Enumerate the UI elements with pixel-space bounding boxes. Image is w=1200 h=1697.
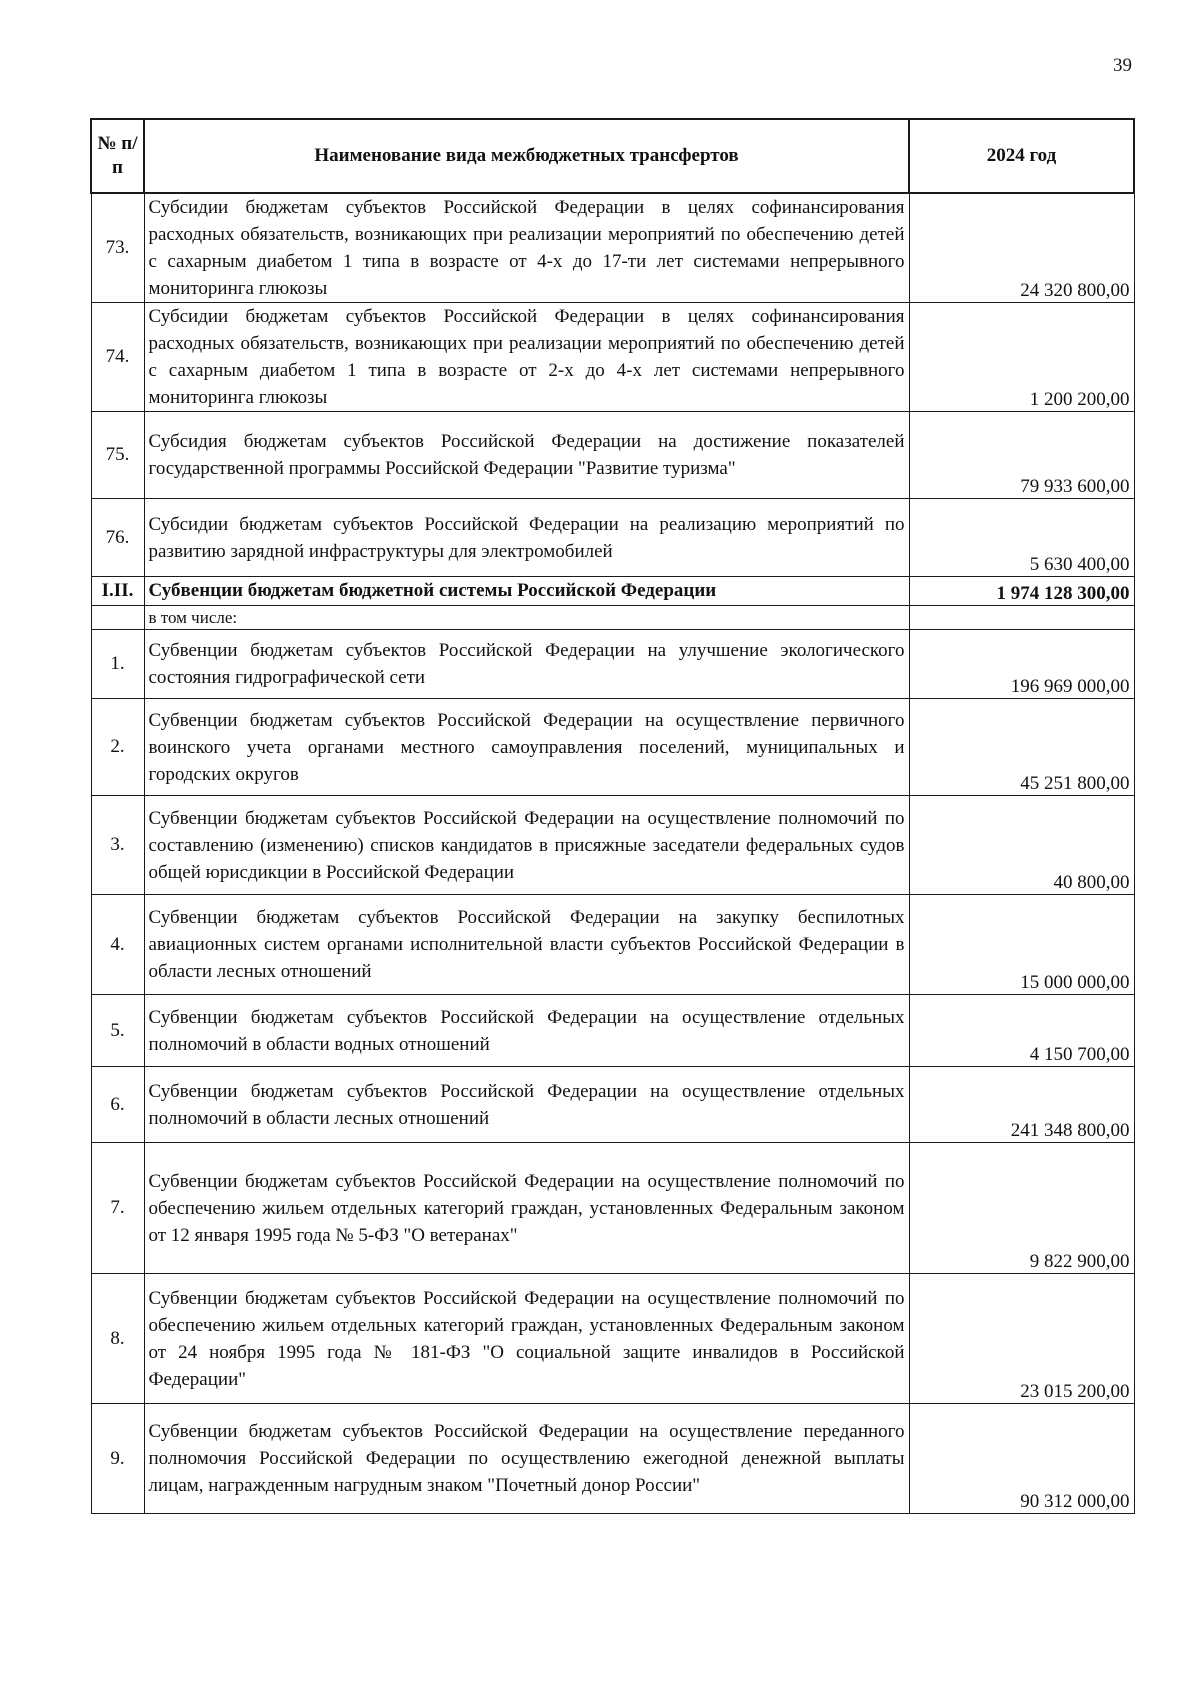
row-name: в том числе: bbox=[144, 606, 909, 630]
row-amount: 90 312 000,00 bbox=[909, 1404, 1134, 1514]
table-row bbox=[91, 699, 1134, 796]
table-row bbox=[91, 303, 1134, 412]
table-row bbox=[91, 1404, 1134, 1514]
row-amount: 1 200 200,00 bbox=[909, 303, 1134, 412]
row-amount: 196 969 000,00 bbox=[909, 630, 1134, 699]
row-number: 3. bbox=[91, 796, 144, 895]
section-row bbox=[91, 577, 1134, 606]
page-number: 39 bbox=[1113, 55, 1132, 76]
row-number: 74. bbox=[91, 303, 144, 412]
row-number bbox=[91, 606, 144, 630]
row-number: 2. bbox=[91, 699, 144, 796]
row-name: Субсидии бюджетам субъектов Российской Федерации в целях софинансирования расходных обязательств, возникающих при реализации мероприятий по обеспечению детей с сахарным диабетом 1 типа в возрасте от 4-х до 17-ти лет системами непрерывного мониторинга глюкозы bbox=[144, 193, 909, 303]
table-header-row bbox=[91, 119, 1134, 193]
row-amount: 5 630 400,00 bbox=[909, 499, 1134, 577]
transfers-table bbox=[90, 118, 1135, 1514]
row-amount: 241 348 800,00 bbox=[909, 1067, 1134, 1143]
table-row bbox=[91, 499, 1134, 577]
row-number: 76. bbox=[91, 499, 144, 577]
table-row bbox=[91, 412, 1134, 499]
row-number: 4. bbox=[91, 895, 144, 995]
header-number: № п/п bbox=[91, 119, 144, 193]
row-number: 73. bbox=[91, 193, 144, 303]
row-amount: 9 822 900,00 bbox=[909, 1143, 1134, 1274]
row-name: Субвенции бюджетам субъектов Российской Федерации на осуществление отдельных полномочий в области водных отношений bbox=[144, 995, 909, 1067]
row-amount: 24 320 800,00 bbox=[909, 193, 1134, 303]
table-row bbox=[91, 1274, 1134, 1404]
row-name: Субсидии бюджетам субъектов Российской Федерации на реализацию мероприятий по развитию зарядной инфраструктуры для электромобилей bbox=[144, 499, 909, 577]
table-row bbox=[91, 630, 1134, 699]
row-number: 1. bbox=[91, 630, 144, 699]
row-amount: 15 000 000,00 bbox=[909, 895, 1134, 995]
row-name: Субсидии бюджетам субъектов Российской Федерации в целях софинансирования расходных обязательств, возникающих при реализации мероприятий по обеспечению детей с сахарным диабетом 1 типа в возрасте от 2-х до 4-х лет системами непрерывного мониторинга глюкозы bbox=[144, 303, 909, 412]
row-name: Субсидия бюджетам субъектов Российской Федерации на достижение показателей государственной программы Российской Федерации "Развитие туризма" bbox=[144, 412, 909, 499]
table-row bbox=[91, 1067, 1134, 1143]
row-name: Субвенции бюджетам субъектов Российской Федерации на осуществление отдельных полномочий в области лесных отношений bbox=[144, 1067, 909, 1143]
table-row bbox=[91, 796, 1134, 895]
row-number: 6. bbox=[91, 1067, 144, 1143]
row-number: 75. bbox=[91, 412, 144, 499]
table-row bbox=[91, 1143, 1134, 1274]
section-amount: 1 974 128 300,00 bbox=[909, 577, 1134, 606]
row-name: Субвенции бюджетам субъектов Российской Федерации на закупку беспилотных авиационных систем органами исполнительной власти субъектов Российской Федерации в области лесных отношений bbox=[144, 895, 909, 995]
row-number: 7. bbox=[91, 1143, 144, 1274]
header-name: Наименование вида межбюджетных трансфертов bbox=[144, 119, 909, 193]
table-row bbox=[91, 606, 1134, 630]
row-amount: 23 015 200,00 bbox=[909, 1274, 1134, 1404]
section-number: I.II. bbox=[91, 577, 144, 606]
section-name: Субвенции бюджетам бюджетной системы Российской Федерации bbox=[144, 577, 909, 606]
row-name: Субвенции бюджетам субъектов Российской Федерации на осуществление полномочий по составлению (изменению) списков кандидатов в присяжные заседатели федеральных судов общей юрисдикции в Российской Федерации bbox=[144, 796, 909, 895]
row-amount: 4 150 700,00 bbox=[909, 995, 1134, 1067]
row-name: Субвенции бюджетам субъектов Российской Федерации на осуществление переданного полномочия Российской Федерации по осуществлению ежегодной денежной выплаты лицам, награжденным нагрудным знаком "Почетный донор России" bbox=[144, 1404, 909, 1514]
header-year: 2024 год bbox=[909, 119, 1134, 193]
table-row bbox=[91, 895, 1134, 995]
row-name: Субвенции бюджетам субъектов Российской Федерации на осуществление первичного воинского учета органами местного самоуправления поселений, муниципальных и городских округов bbox=[144, 699, 909, 796]
row-amount bbox=[909, 606, 1134, 630]
row-name: Субвенции бюджетам субъектов Российской Федерации на осуществление полномочий по обеспечению жильем отдельных категорий граждан, установленных Федеральным законом от 12 января 1995 года № 5-ФЗ "О ветеранах" bbox=[144, 1143, 909, 1274]
row-number: 5. bbox=[91, 995, 144, 1067]
row-amount: 45 251 800,00 bbox=[909, 699, 1134, 796]
row-amount: 79 933 600,00 bbox=[909, 412, 1134, 499]
row-name: Субвенции бюджетам субъектов Российской Федерации на осуществление полномочий по обеспечению жильем отдельных категорий граждан, установленных Федеральным законом от 24 ноября 1995 года № 181-ФЗ "О социальной защите инвалидов в Российской Федерации" bbox=[144, 1274, 909, 1404]
row-amount: 40 800,00 bbox=[909, 796, 1134, 895]
row-number: 8. bbox=[91, 1274, 144, 1404]
row-number: 9. bbox=[91, 1404, 144, 1514]
table-row bbox=[91, 193, 1134, 303]
table-row bbox=[91, 995, 1134, 1067]
row-name: Субвенции бюджетам субъектов Российской Федерации на улучшение экологического состояния гидрографической сети bbox=[144, 630, 909, 699]
